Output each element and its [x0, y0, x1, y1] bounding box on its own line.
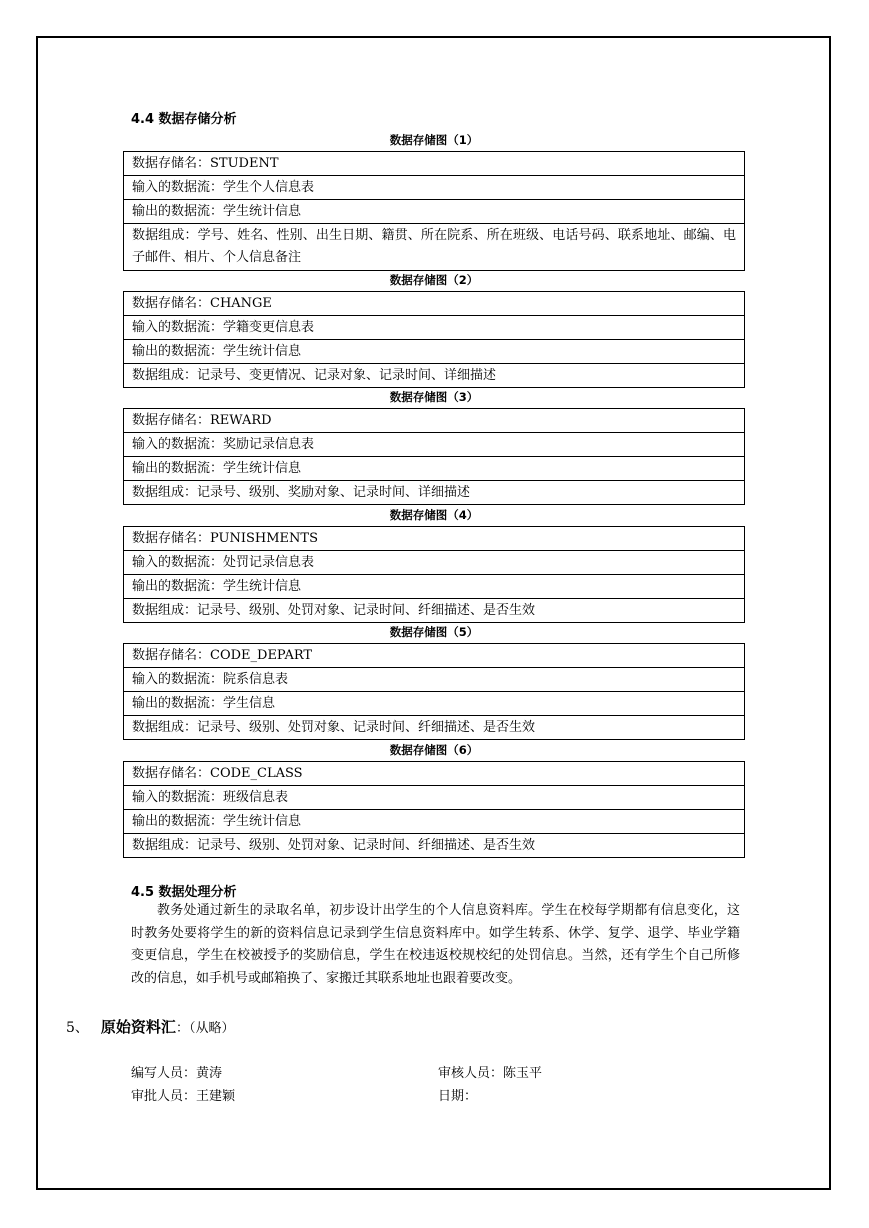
store-name: 数据存储名：REWARD	[124, 409, 745, 433]
store-name: 数据存储名：PUNISHMENTS	[124, 527, 745, 551]
section-5-note: ：（从略）	[175, 1021, 235, 1036]
store-output-flow: 输出的数据流：学生统计信息	[124, 457, 745, 481]
writer-signature: 编写人员：黄涛	[131, 1066, 223, 1081]
store-table-4	[123, 526, 745, 623]
section-4-5-body: 教务处通过新生的录取名单，初步设计出学生的个人信息资料库。学生在校每学期都有信息变化，这时教务处要将学生的新的资料信息记录到学生信息资料库中。如学生转系、休学、复学、退学、毕业学籍变更信息，学生在校被授予的奖励信息，学生在校违返校规校纪的处罚信息。当然，还有学生个自己所修改的信息，如手机号或邮箱换了、家搬迁其联系地址也跟着要改变。	[131, 903, 740, 986]
store-output-flow: 输出的数据流：学生统计信息	[124, 340, 745, 364]
store-input-flow: 输入的数据流：处罚记录信息表	[124, 551, 745, 575]
store-name: 数据存储名：CHANGE	[124, 292, 745, 316]
store-output-flow: 输出的数据流：学生统计信息	[124, 575, 745, 599]
store-output-flow: 输出的数据流：学生统计信息	[124, 200, 745, 224]
store-input-flow: 输入的数据流：学籍变更信息表	[124, 316, 745, 340]
store-caption-2: 数据存储图（2）	[389, 273, 479, 287]
store-input-flow: 输入的数据流：奖励记录信息表	[124, 433, 745, 457]
store-composition: 数据组成：记录号、级别、奖励对象、记录时间、详细描述	[124, 481, 745, 505]
store-composition: 数据组成：记录号、级别、处罚对象、记录时间、纤细描述、是否生效	[124, 716, 745, 740]
store-caption-6: 数据存储图（6）	[389, 743, 479, 757]
store-composition: 数据组成：记录号、级别、处罚对象、记录时间、纤细描述、是否生效	[124, 599, 745, 623]
store-composition: 数据组成：记录号、变更情况、记录对象、记录时间、详细描述	[124, 364, 745, 388]
date-field: 日期：	[438, 1089, 478, 1104]
store-input-flow: 输入的数据流：学生个人信息表	[124, 176, 745, 200]
store-input-flow: 输入的数据流：班级信息表	[124, 786, 745, 810]
store-input-flow: 输入的数据流：院系信息表	[124, 668, 745, 692]
store-table-6	[123, 761, 745, 858]
store-caption-4: 数据存储图（4）	[389, 508, 479, 522]
store-caption-5: 数据存储图（5）	[389, 625, 479, 639]
store-table-1	[123, 151, 745, 271]
store-composition: 数据组成：学号、姓名、性别、出生日期、籍贯、所在院系、所在班级、电话号码、联系地址、邮编、电子邮件、相片、个人信息备注	[124, 224, 745, 271]
store-output-flow: 输出的数据流：学生统计信息	[124, 810, 745, 834]
store-name: 数据存储名：CODE_CLASS	[124, 762, 745, 786]
approver-signature: 审批人员：王建颖	[131, 1089, 236, 1104]
store-name: 数据存储名：CODE_DEPART	[124, 644, 745, 668]
reviewer-signature: 审核人员：陈玉平	[438, 1066, 543, 1081]
section-5-heading	[66, 1016, 234, 1037]
store-table-2	[123, 291, 745, 388]
store-caption-3: 数据存储图（3）	[389, 390, 479, 404]
section-4-4-heading: 4.4 数据存储分析	[131, 112, 237, 127]
store-output-flow: 输出的数据流：学生信息	[124, 692, 745, 716]
section-5-number: 5、	[66, 1020, 89, 1036]
store-table-3	[123, 408, 745, 505]
store-name: 数据存储名：STUDENT	[124, 152, 745, 176]
store-composition: 数据组成：记录号、级别、处罚对象、记录时间、纤细描述、是否生效	[124, 834, 745, 858]
store-table-5	[123, 643, 745, 740]
section-4-5-heading: 4.5 数据处理分析	[131, 885, 237, 900]
store-caption-1: 数据存储图（1）	[389, 133, 479, 147]
section-5-title: 原始资料汇	[100, 1018, 176, 1036]
